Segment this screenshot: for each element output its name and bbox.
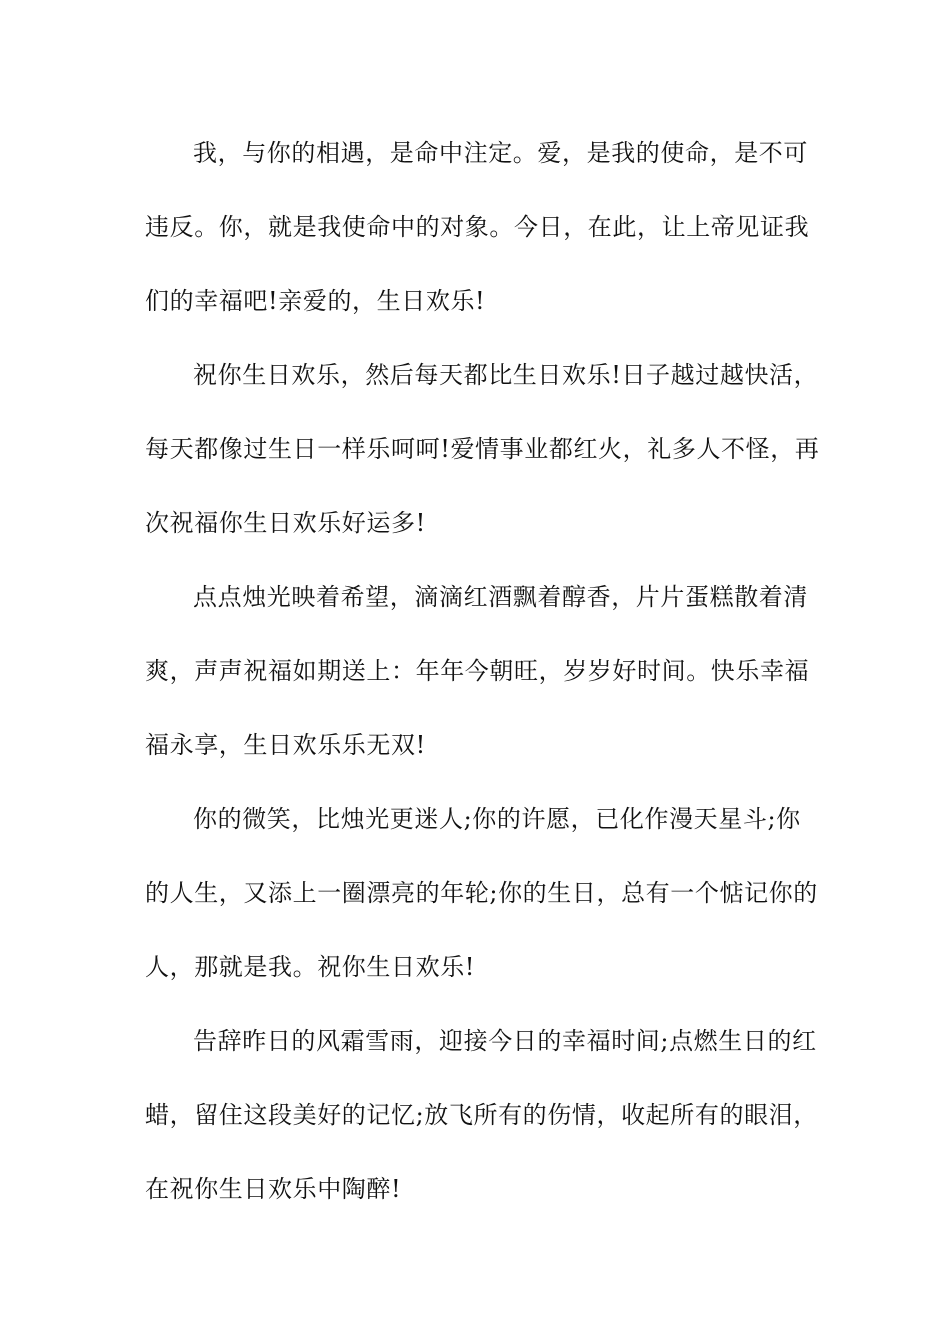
paragraph-line: 蜡，留住这段美好的记忆;放飞所有的伤情，收起所有的眼泪， <box>145 1101 818 1129</box>
paragraph-line: 我，与你的相遇，是命中注定。爱，是我的使命，是不可 <box>193 139 808 167</box>
paragraph-line: 福永享，生日欢乐乐无双! <box>145 731 426 759</box>
paragraph-5 <box>145 1010 818 1232</box>
paragraph-line: 每天都像过生日一样乐呵呵!爱情事业都红火，礼多人不怪，再 <box>145 435 820 463</box>
paragraph-line: 点点烛光映着希望，滴滴红酒飘着醇香，片片蛋糕散着清 <box>193 583 808 611</box>
paragraph-line: 告辞昨日的风霜雪雨，迎接今日的幸福时间;点燃生日的红 <box>193 1027 817 1055</box>
paragraph-4 <box>145 788 818 1010</box>
paragraph-line: 次祝福你生日欢乐好运多! <box>145 509 426 537</box>
paragraph-3 <box>145 566 809 788</box>
paragraph-line: 违反。你，就是我使命中的对象。今日，在此，让上帝见证我 <box>145 213 810 241</box>
paragraph-line: 爽，声声祝福如期送上：年年今朝旺，岁岁好时间。快乐幸福 <box>145 657 810 685</box>
paragraph-line: 在祝你生日欢乐中陶醉! <box>145 1175 402 1203</box>
paragraph-line: 祝你生日欢乐，然后每天都比生日欢乐!日子越过越快活， <box>193 361 819 389</box>
paragraph-line: 的人生，又添上一圈漂亮的年轮;你的生日，总有一个惦记你的 <box>145 879 818 907</box>
paragraph-line: 们的幸福吧!亲爱的，生日欢乐! <box>145 287 486 315</box>
document-body <box>145 122 820 1232</box>
paragraph-2 <box>145 344 820 566</box>
paragraph-line: 人，那就是我。祝你生日欢乐! <box>145 953 476 981</box>
paragraph-line: 你的微笑，比烛光更迷人;你的许愿，已化作漫天星斗;你 <box>193 805 801 833</box>
paragraph-1 <box>145 122 809 344</box>
